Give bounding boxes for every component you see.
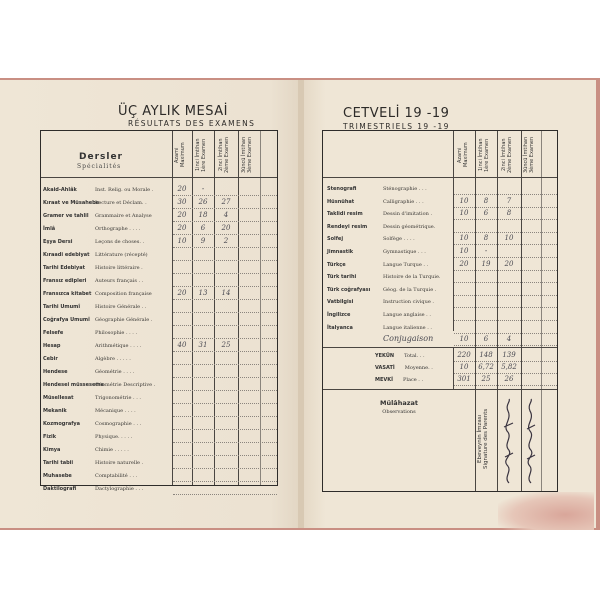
subject-name-tr: İngilizce bbox=[327, 312, 351, 318]
subject-name-tr: Akaid-Ahlâk bbox=[43, 187, 77, 193]
subject-name-fr: Géographie Générale . bbox=[95, 317, 153, 323]
column-divider bbox=[172, 131, 173, 485]
row-guide-line bbox=[454, 270, 557, 271]
observations-label bbox=[323, 399, 475, 415]
subject-name-tr: Türkçe bbox=[327, 262, 346, 268]
row-guide-line bbox=[454, 320, 557, 321]
summary-e2: 5,82 bbox=[501, 363, 517, 371]
paper-stain bbox=[498, 492, 594, 530]
row-guide-line bbox=[173, 481, 277, 482]
summary-e1: 25 bbox=[481, 375, 491, 383]
left-page-title: ÜÇ AYLIK MESAİ bbox=[118, 104, 228, 119]
row-guide-line bbox=[454, 232, 557, 233]
subject-name-fr: Grammaire et Analyse bbox=[95, 213, 152, 219]
row-guide-line bbox=[173, 468, 277, 469]
grade-e1: 19 bbox=[481, 260, 491, 268]
subject-name-tr: Müsellesat bbox=[43, 395, 74, 401]
subject-name-tr: Hendese bbox=[43, 369, 68, 375]
summary-e2: 139 bbox=[502, 351, 516, 359]
summary-label-fr: Total. . . bbox=[404, 353, 425, 359]
subject-name-fr: Dessin d'imitation . bbox=[383, 211, 433, 217]
subject-name-tr: Kıraadi edebiyat bbox=[43, 252, 90, 258]
grade-e2: 4 bbox=[223, 211, 229, 219]
grade-max: 20 bbox=[177, 185, 187, 193]
grade-e2: 10 bbox=[504, 234, 514, 242]
column-divider bbox=[192, 131, 193, 485]
row-guide-line bbox=[173, 351, 277, 352]
grade-e2: 8 bbox=[506, 209, 512, 217]
summary-max: 301 bbox=[457, 375, 471, 383]
subject-name-tr: Kimya bbox=[43, 447, 61, 453]
row-guide-line bbox=[173, 234, 277, 235]
subject-name-tr: Taklidi resim bbox=[327, 211, 363, 217]
column-divider bbox=[238, 131, 239, 485]
row-guide-line bbox=[454, 282, 557, 283]
column-divider bbox=[453, 131, 454, 331]
row-guide-line bbox=[454, 345, 557, 346]
left-grades-table bbox=[40, 130, 278, 492]
summary-label-tr: VASATİ bbox=[375, 365, 395, 371]
subject-name-fr: Chimie . . . . . bbox=[95, 447, 129, 453]
row-guide-line bbox=[173, 299, 277, 300]
column-header-exam-1: 1inci İmtihan 1ère Examen bbox=[478, 138, 490, 172]
column-divider bbox=[453, 347, 454, 389]
subject-name-fr: Histoire de la Turquie. bbox=[383, 274, 441, 280]
column-header-exam-2: 2inci İmtihan 2ème Examen bbox=[218, 136, 230, 174]
row-guide-line bbox=[454, 295, 557, 296]
grade-e2: 27 bbox=[221, 198, 231, 206]
column-header-exam-3: 3üncü İmtihan 3ème Examen bbox=[523, 136, 535, 174]
row-guide-line bbox=[173, 416, 277, 417]
subject-name-fr: Cosmographie . . . bbox=[95, 421, 142, 427]
subject-name-tr: Mekanik bbox=[43, 408, 67, 414]
right-page-subtitle: TRIMESTRIELS 19 -19 bbox=[343, 122, 450, 131]
row-guide-line bbox=[173, 286, 277, 287]
grade-e1: 26 bbox=[198, 198, 208, 206]
subject-name-tr: Kozmografya bbox=[43, 421, 81, 427]
parents-signature-label: Ebeveynin İmzası Signature des Parents bbox=[477, 408, 489, 470]
observations-title: Mülâhazat bbox=[379, 399, 418, 407]
parent-signature-2 bbox=[522, 397, 540, 487]
subject-name-tr: Türk coğrafyası bbox=[327, 287, 371, 293]
summary-e2: 26 bbox=[504, 375, 514, 383]
grade-max: 20 bbox=[177, 289, 187, 297]
grade-max: 40 bbox=[177, 341, 187, 349]
book-spine bbox=[298, 80, 304, 528]
row-guide-line bbox=[454, 373, 557, 374]
grade-e2: 2 bbox=[223, 237, 229, 245]
subject-name-tr: Jimnastik bbox=[327, 249, 354, 255]
subject-name-tr: Cebir bbox=[43, 356, 58, 362]
row-guide-line bbox=[173, 403, 277, 404]
subject-name-fr: Langue italienne . . bbox=[383, 325, 432, 331]
row-guide-line bbox=[454, 219, 557, 220]
column-divider bbox=[497, 131, 498, 491]
grade-e2: 20 bbox=[221, 224, 231, 232]
row-guide-line bbox=[173, 247, 277, 248]
subject-name-fr: Inst. Relig. ou Morale . bbox=[95, 187, 154, 193]
subject-name-tr: Stenografi bbox=[327, 186, 357, 192]
grade-max: 10 bbox=[459, 209, 469, 217]
grade-e2: 7 bbox=[506, 197, 512, 205]
column-divider bbox=[541, 131, 542, 491]
grade-e1: 6 bbox=[483, 335, 489, 343]
row-guide-line bbox=[173, 390, 277, 391]
subject-name-fr: Histoire naturelle . bbox=[95, 460, 144, 466]
grade-e2: 20 bbox=[504, 260, 514, 268]
subject-name-fr: Lecture et Déclam. . bbox=[95, 200, 147, 206]
grade-max: 30 bbox=[177, 198, 187, 206]
subject-name-fr: Dactylographie . . . bbox=[95, 486, 144, 492]
subject-name-fr: Gymnastique . . . bbox=[383, 249, 426, 255]
row-guide-line bbox=[454, 194, 557, 195]
row-guide-line bbox=[454, 307, 557, 308]
row-guide-line bbox=[173, 273, 277, 274]
grade-e1: 6 bbox=[200, 224, 206, 232]
subject-name-fr: Calligraphie . . . bbox=[383, 199, 424, 205]
subject-name-fr: Leçons de choses. . bbox=[95, 239, 145, 245]
parent-signature-1 bbox=[499, 397, 519, 487]
grade-max: 20 bbox=[459, 260, 469, 268]
subject-name-fr: Physique. . . . . bbox=[95, 434, 133, 440]
subject-name-tr: İtalyanca bbox=[327, 325, 353, 331]
row-guide-line bbox=[173, 312, 277, 313]
row-guide-line bbox=[173, 377, 277, 378]
subject-name-tr: Fizik bbox=[43, 434, 57, 440]
grade-e1: 18 bbox=[198, 211, 208, 219]
subject-name-fr: Histoire Générale . . bbox=[95, 304, 147, 310]
summary-label-fr: Place . . bbox=[403, 377, 424, 383]
grade-max: 10 bbox=[177, 237, 187, 245]
subject-name-tr: Muhasebe bbox=[43, 473, 72, 479]
grade-max: 10 bbox=[459, 247, 469, 255]
subject-name-tr: Vatbilgisi bbox=[327, 299, 354, 305]
subject-name-tr: Türk tarihi bbox=[327, 274, 357, 280]
subjects-header: Dersler bbox=[79, 152, 123, 162]
header-divider bbox=[41, 177, 277, 178]
column-header-exam-3: 3üncü İmtihan 3ème Examen bbox=[241, 136, 253, 174]
subject-name-fr: Solfège . . . . bbox=[383, 236, 415, 242]
grade-e2: 25 bbox=[221, 341, 231, 349]
summary-top-divider bbox=[323, 347, 557, 348]
row-guide-line bbox=[173, 208, 277, 209]
grade-e2: 4 bbox=[506, 335, 512, 343]
subject-name-tr: Gramer ve tahlil bbox=[43, 213, 89, 219]
subject-name-tr: Fransız edipleri bbox=[43, 278, 87, 284]
row-guide-line bbox=[173, 429, 277, 430]
summary-label-fr: Moyenne. . bbox=[404, 365, 433, 371]
summary-label-tr: YEKÛN bbox=[375, 353, 395, 359]
row-guide-line bbox=[173, 260, 277, 261]
grade-e1: 6 bbox=[483, 209, 489, 217]
subject-name-fr: Arithmétique . . . . bbox=[95, 343, 142, 349]
subject-name-fr: Auteurs français . . bbox=[95, 278, 144, 284]
summary-bottom-divider bbox=[323, 389, 557, 390]
row-guide-line bbox=[173, 455, 277, 456]
summary-e1: 6,72 bbox=[478, 363, 494, 371]
subject-name-tr: Solfej bbox=[327, 236, 344, 242]
column-header-exam-2: 2inci İmtihan 2ème Examen bbox=[501, 136, 513, 174]
subject-name-fr: Orthographe . . . . bbox=[95, 226, 141, 232]
subject-name-tr: Eşya Dersi bbox=[43, 239, 73, 245]
subject-name-tr: Kıraat ve Müsahebe bbox=[43, 200, 100, 206]
header-divider bbox=[323, 177, 557, 178]
subject-name-tr: Hendesei müsseseme bbox=[43, 382, 105, 388]
row-guide-line bbox=[173, 494, 277, 495]
column-divider bbox=[214, 131, 215, 485]
subject-name-fr: Sténographie . . . bbox=[383, 186, 427, 192]
row-guide-line bbox=[173, 221, 277, 222]
summary-e1: 148 bbox=[479, 351, 493, 359]
subject-name-tr: Hesap bbox=[43, 343, 61, 349]
row-guide-line bbox=[454, 257, 557, 258]
grade-max: 10 bbox=[459, 335, 469, 343]
subject-name-tr: Felsefe bbox=[43, 330, 64, 336]
subject-name-tr: Hüsnühat bbox=[327, 199, 355, 205]
summary-label bbox=[375, 365, 433, 371]
subject-name-tr: Coğrafya Umumî bbox=[43, 317, 90, 323]
subject-name-fr: Mécanique . . . . bbox=[95, 408, 136, 414]
subject-name-fr: Trigonométrie . . . bbox=[95, 395, 141, 401]
column-divider bbox=[475, 131, 476, 491]
subjects-header-fr: Spécialités bbox=[77, 163, 122, 170]
row-guide-line bbox=[454, 361, 557, 362]
right-grades-table bbox=[322, 130, 558, 492]
subject-name-fr: Géométrie Descriptive . bbox=[95, 382, 156, 388]
column-header-exam-1: 1inci İmtihan 1ère Examen bbox=[195, 138, 207, 172]
summary-max: 10 bbox=[459, 363, 469, 371]
grade-e1: 8 bbox=[483, 234, 489, 242]
row-guide-line bbox=[173, 364, 277, 365]
subject-name-fr: Dessin géométrique. bbox=[383, 224, 436, 230]
summary-label bbox=[375, 353, 425, 359]
row-guide-line bbox=[454, 385, 557, 386]
summary-max: 220 bbox=[457, 351, 471, 359]
left-page-subtitle: RÉSULTATS DES EXAMENS bbox=[128, 119, 256, 128]
row-guide-line bbox=[454, 207, 557, 208]
row-guide-line bbox=[173, 338, 277, 339]
subject-name-fr: Histoire littéraire . bbox=[95, 265, 143, 271]
subject-name-tr: Daktilografi bbox=[43, 486, 77, 492]
subject-name-tr: Fransızca kitabet bbox=[43, 291, 92, 297]
observations-title-fr: Observations bbox=[382, 409, 416, 415]
subject-name-fr: Composition française bbox=[95, 291, 152, 297]
grade-e1: 13 bbox=[198, 289, 208, 297]
subject-name-tr: Tarihi Edebiyat bbox=[43, 265, 86, 271]
subject-name-fr: Langue anglaise . . bbox=[383, 312, 431, 318]
subject-name-fr: Langue Turque . . bbox=[383, 262, 429, 268]
column-header-maximum: Azami Maximum bbox=[174, 142, 186, 168]
subject-name-fr: Comptabilité . . . bbox=[95, 473, 138, 479]
subject-name-fr: Instruction civique . bbox=[383, 299, 434, 305]
column-divider bbox=[260, 131, 261, 485]
grade-e1: 9 bbox=[200, 237, 206, 245]
summary-label-tr: MEVKİ bbox=[375, 377, 393, 383]
grade-e1: - bbox=[201, 185, 205, 193]
row-guide-line bbox=[173, 442, 277, 443]
row-guide-line bbox=[454, 333, 557, 334]
grade-max: 10 bbox=[459, 234, 469, 242]
grade-max: 20 bbox=[177, 224, 187, 232]
subject-name-fr: Littérature (récepté) bbox=[95, 252, 148, 258]
grade-e1: 31 bbox=[198, 341, 208, 349]
grade-e1: 8 bbox=[483, 197, 489, 205]
column-header-maximum: Azami Maximum bbox=[457, 142, 469, 168]
grade-max: 20 bbox=[177, 211, 187, 219]
grade-e2: 14 bbox=[221, 289, 231, 297]
subject-name-fr: Philosophie . . . . bbox=[95, 330, 138, 336]
subject-name-tr: İmlâ bbox=[43, 226, 56, 232]
subject-name-fr: Géog. de la Turquie . bbox=[383, 287, 437, 293]
summary-label bbox=[375, 377, 423, 383]
grade-e1: - bbox=[484, 247, 488, 255]
subject-name-tr: Tarihi Umumî bbox=[43, 304, 81, 310]
subject-name-tr: Tarihi tabii bbox=[43, 460, 74, 466]
subject-name-fr: Algèbre . . . . . bbox=[95, 356, 131, 362]
row-guide-line bbox=[173, 195, 277, 196]
row-guide-line bbox=[173, 325, 277, 326]
grade-max: 10 bbox=[459, 197, 469, 205]
subject-name-tr: Rendeyi resim bbox=[327, 224, 368, 230]
right-page-title: CETVELİ 19 -19 bbox=[343, 106, 450, 121]
row-guide-line bbox=[454, 244, 557, 245]
subject-name-fr: Conjugaison bbox=[383, 334, 434, 343]
subject-name-fr: Géométrie . . . . bbox=[95, 369, 135, 375]
